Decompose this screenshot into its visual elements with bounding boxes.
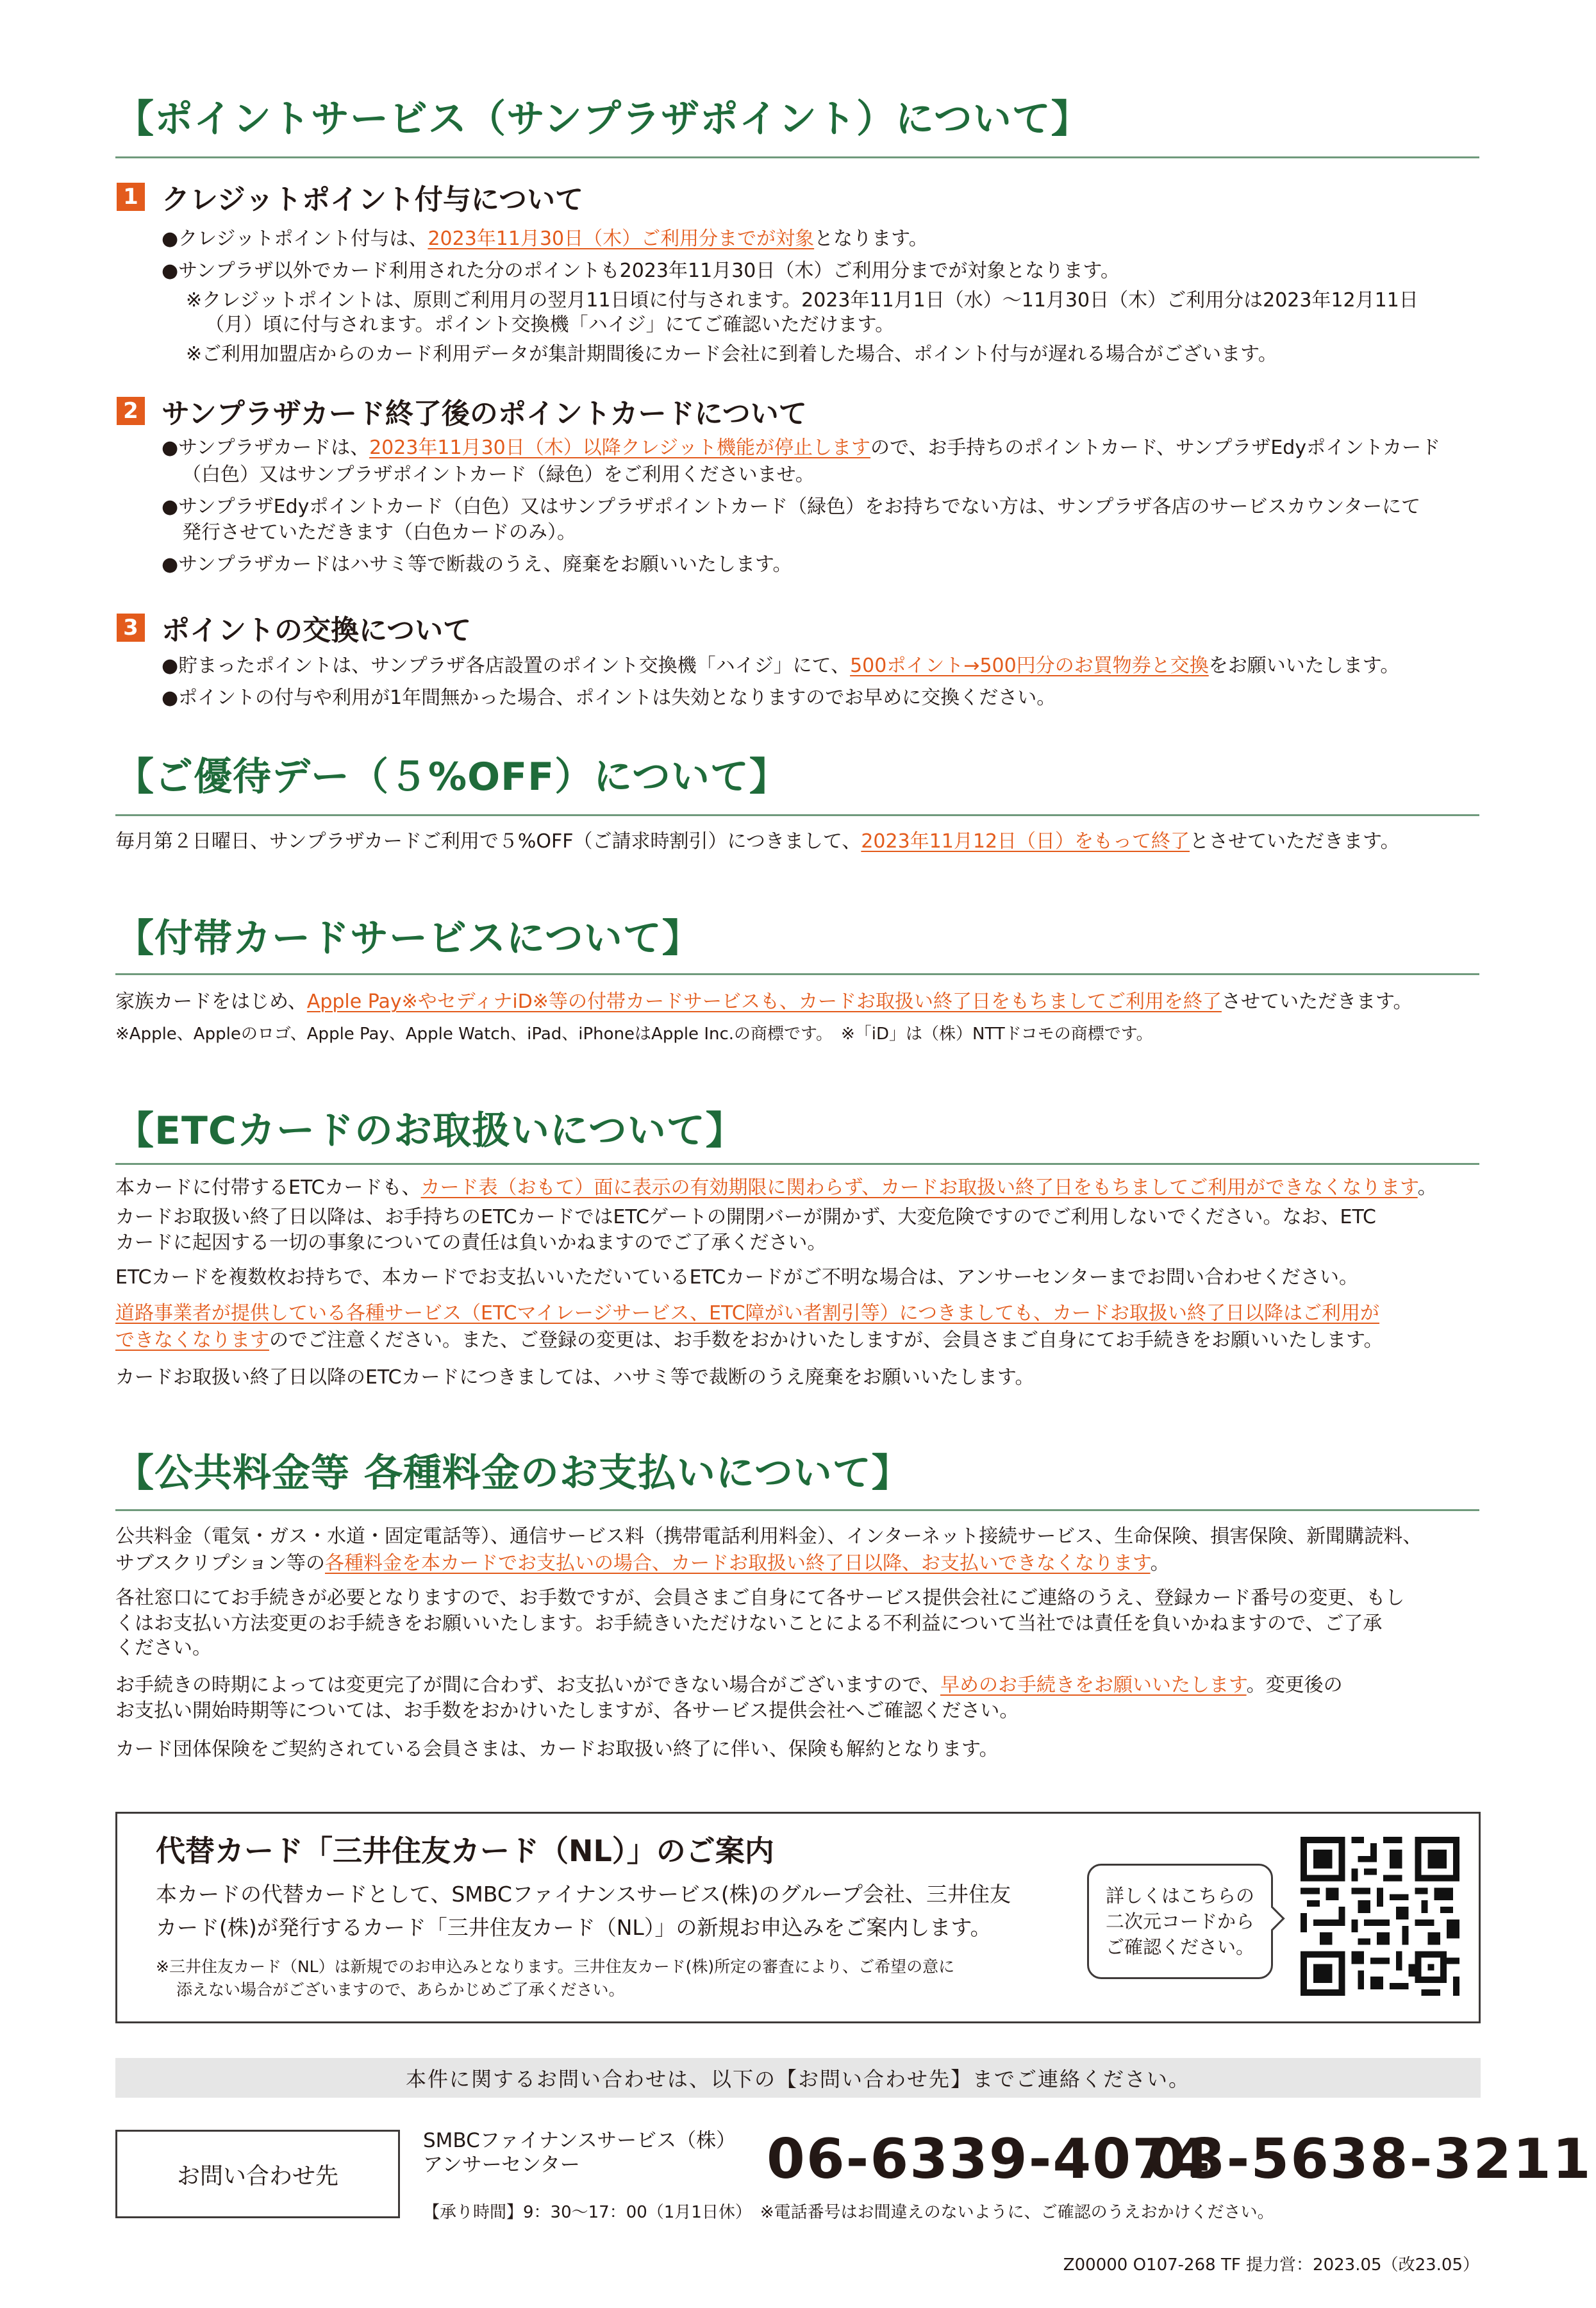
text-line: サブスクリプション等の各種料金を本カードでお支払いの場合、カードお取扱い終了日以降、お支払いできなくなります。 <box>115 1552 1170 1575</box>
text-line: ●サンプラザカードは、2023年11月30日（木）以降クレジット機能が停止しますので、お手持ちのポイントカード、サンプラザEdyポイントカード <box>162 437 1441 459</box>
text-line: ●サンプラザEdyポイントカード（白色）又はサンプラザポイントカード（緑色）をお持ちでない方は、サンプラザ各店のサービスカウンターにて <box>162 496 1421 518</box>
replacement-card-title: 代替カード「三井住友カード（NL）」のご案内 <box>156 1834 774 1868</box>
text-line: カードお取扱い終了日以降のETCカードにつきましては、ハサミ等で裁断のうえ廃棄をお願いいたします。 <box>115 1366 1035 1389</box>
note-line: ※三井住友カード（NL）は新規でのお申込みとなります。三井住友カード(株)所定の審査により、ご希望の意に <box>156 1957 955 1976</box>
text-line: ●貯まったポイントは、サンプラザ各店設置のポイント交換機「ハイジ」にて、500ポイント→500円分のお買物券と交換をお願いいたします。 <box>162 655 1400 677</box>
text-line: 各社窓口にてお手続きが必要となりますので、お手数ですが、会員さまご自身にて各サービス提供会社にご連絡のうえ、登録カード番号の変更、もし <box>115 1587 1405 1609</box>
text-line: ●サンプラザカードはハサミ等で断裁のうえ、廃棄をお願いいたします。 <box>162 553 792 576</box>
section-rule <box>115 156 1479 158</box>
text-line: カードお取扱い終了日以降は、お手持ちのETCカードではETCゲートの開閉バーが開かず、大変危険ですのでご利用しないでください。なお、ETC <box>115 1206 1377 1228</box>
text-line: 本カードの代替カードとして、SMBCファイナンスサービス(株)のグループ会社、三井住友 <box>156 1882 1011 1907</box>
trademark-note: ※Apple、Appleのロゴ、Apple Pay、Apple Watch、iPad、iPhoneはApple Inc.の商標です。 ※「iD」は（株）NTTドコモの商標です。 <box>115 1024 1153 1044</box>
number-badge: 1 <box>117 183 145 211</box>
company-name <box>423 2128 736 2177</box>
inquiry-notice-bar <box>115 2058 1481 2098</box>
text-line: ●クレジットポイント付与は、2023年11月30日（木）ご利用分までが対象となります。 <box>162 228 928 250</box>
subsection-title: ポイントの交換について <box>162 614 472 647</box>
phone-number-osaka[interactable]: 06-6339-4074 <box>767 2127 1211 2191</box>
text-line: ください。 <box>115 1637 212 1659</box>
business-hours: 【承り時間】9：30～17：00（1月1日休） ※電話番号はお間違えのないように、ご確認のうえおかけください。 <box>423 2203 1274 2222</box>
subsection-1 <box>117 180 583 214</box>
number-badge: 3 <box>117 614 145 642</box>
text-line: 毎月第２日曜日、サンプラザカードご利用で５%OFF（ご請求時割引）につきまして、2023年11月12日（日）をもって終了とさせていただきます。 <box>115 830 1400 853</box>
section-title-futai: 【付帯カードサービスについて】 <box>115 916 701 961</box>
section-title-etc: 【ETCカードのお取扱いについて】 <box>115 1108 745 1153</box>
text-line: 発行させていただきます（白色カードのみ）。 <box>182 521 576 544</box>
section-title-public: 【公共料金等 各種料金のお支払いについて】 <box>115 1451 911 1496</box>
replacement-card-box <box>115 1812 1481 2023</box>
bubble-line: 詳しくはこちらの <box>1105 1885 1254 1907</box>
text-line: くはお支払い方法変更のお手続きをお願いいたします。お手続きいただけないことによる不利益について当社では責任を負いかねますので、ご了承 <box>115 1612 1383 1635</box>
section-title-point: 【ポイントサービス（サンプラザポイント）について】 <box>115 97 1090 142</box>
text-line: ETCカードを複数枚お持ちで、本カードでお支払いいただいているETCカードがご不明な場合は、アンサーセンターまでお問い合わせください。 <box>115 1266 1359 1289</box>
subsection-2 <box>117 394 807 428</box>
text-line: ※ご利用加盟店からのカード利用データが集計期間後にカード会社に到着した場合、ポイント付与が遅れる場合がございます。 <box>186 343 1277 365</box>
text-line: （月）頃に付与されます。ポイント交換機「ハイジ」にてご確認いただけます。 <box>205 314 895 336</box>
subsection-title: サンプラザカード終了後のポイントカードについて <box>162 397 807 430</box>
document-code: Z00000 O107-268 TF 提力営：2023.05（改23.05） <box>1063 2255 1479 2275</box>
contact-label-box <box>115 2130 400 2218</box>
qr-code-icon[interactable] <box>1301 1837 1459 1996</box>
answer-center: アンサーセンター <box>423 2153 580 2177</box>
text-line: お支払い開始時期等については、お手数をおかけいたしますが、各サービス提供会社へご確認ください。 <box>115 1700 1019 1722</box>
bubble-line: ご確認ください。 <box>1105 1936 1254 1958</box>
section-title-yutai: 【ご優待デー（５%OFF）について】 <box>115 755 788 799</box>
section-rule <box>115 814 1479 816</box>
text-line: 道路事業者が提供している各種サービス（ETCマイレージサービス、ETC障がい者割引等）につきましても、カードお取扱い終了日以降はご利用が <box>115 1302 1380 1325</box>
section-rule <box>115 1163 1479 1165</box>
company: SMBCファイナンスサービス（株） <box>423 2129 736 2152</box>
text-line: ※クレジットポイントは、原則ご利用月の翌月11日頃に付与されます。2023年11月1日（水）～11月30日（木）ご利用分は2023年12月11日 <box>186 289 1418 312</box>
section-rule <box>115 1509 1479 1511</box>
text-line: 本カードに付帯するETCカードも、カード表（おもて）面に表示の有効期限に関わらず、カードお取扱い終了日をもちましてご利用ができなくなります。 <box>115 1176 1437 1199</box>
text-line: （白色）又はサンプラザポイントカード（緑色）をご利用くださいませ。 <box>182 464 815 486</box>
text-line: カード(株)が発行するカード「三井住友カード（NL）」の新規お申込みをご案内します。 <box>156 1915 992 1940</box>
inquiry-notice: 本件に関するお問い合わせは、以下の【お問い合わせ先】までご連絡ください。 <box>405 2067 1190 2091</box>
text-line: できなくなりますのでご注意ください。また、ご登録の変更は、お手数をおかけいたしますが、会員さまご自身にてお手続きをお願いいたします。 <box>115 1329 1383 1351</box>
contact-label: お問い合わせ先 <box>176 2162 338 2189</box>
text-line: 公共料金（電気・ガス・水道・固定電話等）、通信サービス料（携帯電話利用料金）、インターネット接続サービス、生命保険、損害保険、新聞購読料、 <box>115 1525 1422 1548</box>
note-line: 添えない場合がございますので、あらかじめご了承ください。 <box>176 1980 625 1999</box>
text-line: ●ポイントの付与や利用が1年間無かった場合、ポイントは失効となりますのでお早めに交換ください。 <box>162 687 1056 709</box>
text-line: ●サンプラザ以外でカード利用された分のポイントも2023年11月30日（木）ご利用分までが対象となります。 <box>162 260 1120 282</box>
speech-bubble <box>1087 1864 1273 1979</box>
text-line: カードに起因する一切の事象についての責任は負いかねますのでご了承ください。 <box>115 1232 827 1254</box>
number-badge: 2 <box>117 397 145 425</box>
subsection-title: クレジットポイント付与について <box>162 183 584 216</box>
text-line: 家族カードをはじめ、Apple Pay※やセディナiD※等の付帯カードサービスも、カードお取扱い終了日をもちましてご利用を終了させていただきます。 <box>115 991 1413 1013</box>
section-rule <box>115 973 1479 975</box>
text-line: お手続きの時期によっては変更完了が間に合わず、お支払いができない場合がございますので、早めのお手続きをお願いいたします。変更後の <box>115 1674 1343 1696</box>
subsection-3 <box>117 610 471 645</box>
text-line: カード団体保険をご契約されている会員さまは、カードお取扱い終了に伴い、保険も解約となります。 <box>115 1738 999 1760</box>
bubble-line: 二次元コードから <box>1105 1911 1254 1932</box>
phone-number-tokyo[interactable]: 03-5638-3211 <box>1147 2127 1592 2191</box>
